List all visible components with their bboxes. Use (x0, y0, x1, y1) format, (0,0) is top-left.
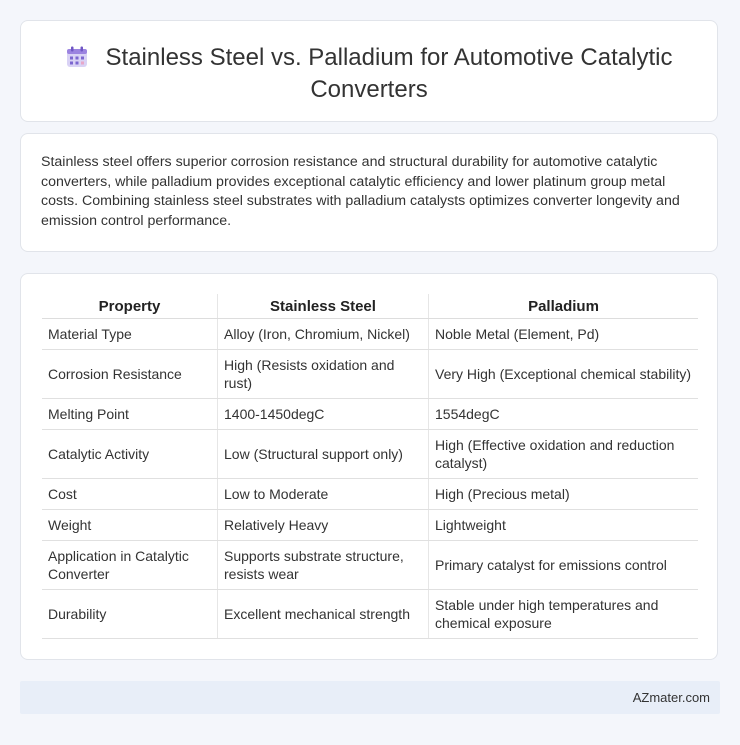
comparison-table-card (20, 273, 718, 660)
table-row (42, 479, 698, 510)
property-cell: Melting Point (42, 399, 218, 430)
stainless-steel-cell: Excellent mechanical strength (218, 590, 429, 639)
stainless-steel-cell: Low to Moderate (218, 479, 429, 510)
page-title: Stainless Steel vs. Palladium for Automotive Catalytic Converters (105, 44, 673, 103)
table-row (42, 319, 698, 350)
table-row (42, 590, 698, 639)
property-cell: Cost (42, 479, 218, 510)
property-cell: Weight (42, 510, 218, 541)
title-card (20, 20, 718, 122)
property-cell: Catalytic Activity (42, 430, 218, 479)
comparison-table (42, 294, 698, 639)
palladium-cell: 1554degC (429, 399, 699, 430)
stainless-steel-cell: Alloy (Iron, Chromium, Nickel) (218, 319, 429, 350)
table-row (42, 350, 698, 399)
stainless-steel-cell: Relatively Heavy (218, 510, 429, 541)
intro-card (20, 133, 718, 252)
stainless-steel-cell: Low (Structural support only) (218, 430, 429, 479)
table-row (42, 399, 698, 430)
column-header-palladium: Palladium (429, 294, 699, 319)
palladium-cell: Very High (Exceptional chemical stability) (429, 350, 699, 399)
palladium-cell: Stable under high temperatures and chemical exposure (429, 590, 699, 639)
intro-paragraph: Stainless steel offers superior corrosion resistance and structural durability for automotive catalytic converters, while palladium provides exceptional catalytic efficiency and lower platinum group metal costs. Combining stainless steel substrates with palladium catalysts optimizes converter longevity and emission control performance. (41, 154, 680, 229)
column-header-stainless-steel: Stainless Steel (218, 294, 429, 319)
palladium-cell: Noble Metal (Element, Pd) (429, 319, 699, 350)
palladium-cell: High (Precious metal) (429, 479, 699, 510)
page-title-container (61, 43, 677, 104)
table-row (42, 430, 698, 479)
calendar-icon (66, 46, 88, 75)
palladium-cell: High (Effective oxidation and reduction catalyst) (429, 430, 699, 479)
column-header-property: Property (42, 294, 218, 319)
property-cell: Application in Catalytic Converter (42, 541, 218, 590)
property-cell: Durability (42, 590, 218, 639)
table-header-row (42, 294, 698, 319)
property-cell: Material Type (42, 319, 218, 350)
footer-bar (20, 681, 720, 714)
table-row (42, 541, 698, 590)
stainless-steel-cell: High (Resists oxidation and rust) (218, 350, 429, 399)
palladium-cell: Primary catalyst for emissions control (429, 541, 699, 590)
property-cell: Corrosion Resistance (42, 350, 218, 399)
table-row (42, 510, 698, 541)
palladium-cell: Lightweight (429, 510, 699, 541)
stainless-steel-cell: 1400-1450degC (218, 399, 429, 430)
footer-brand: AZmater.com (632, 690, 710, 705)
stainless-steel-cell: Supports substrate structure, resists wear (218, 541, 429, 590)
